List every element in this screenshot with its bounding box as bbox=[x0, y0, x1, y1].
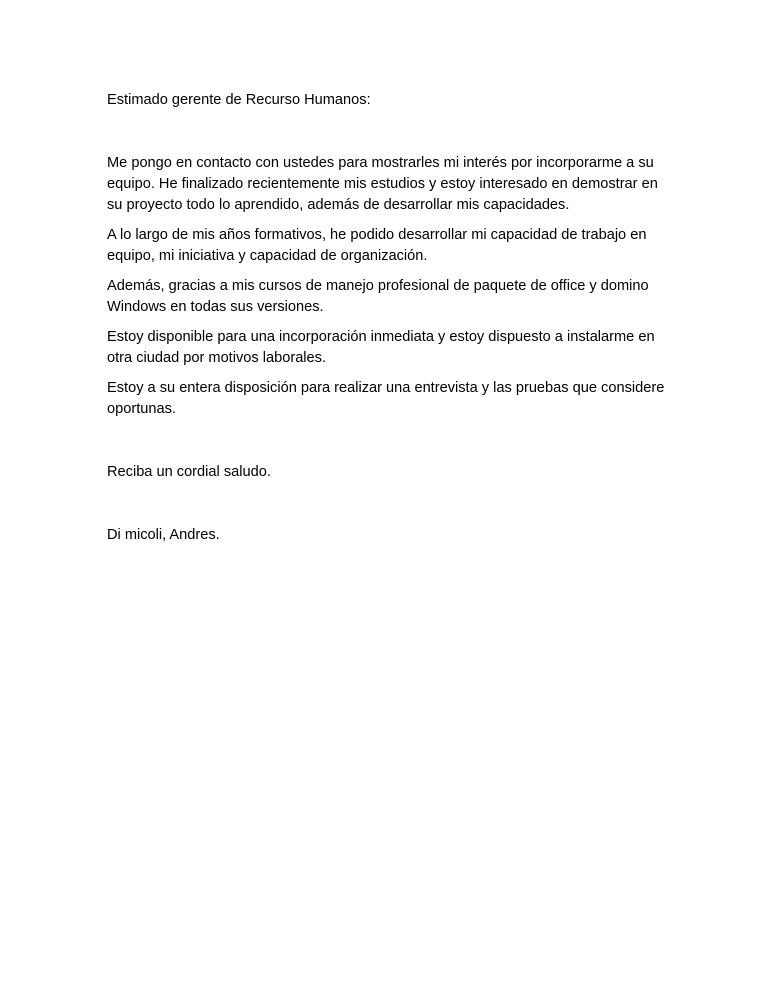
letter-signature: Di micoli, Andres. bbox=[107, 527, 220, 543]
paragraph-interview: Estoy a su entera disposición para realizar una entrevista y las pruebas que considere oportunas. bbox=[107, 380, 665, 417]
paragraph-availability: Estoy disponible para una incorporación inmediata y estoy dispuesto a instalarme en otra ciudad por motivos laborales. bbox=[107, 329, 655, 366]
paragraph-interest: Me pongo en contacto con ustedes para mostrarles mi interés por incorporarme a su equipo. He finalizado recientemente mis estudios y estoy interesado en demostrar en su proyecto todo lo aprendido, además de desarrollar mis capacidades. bbox=[107, 155, 658, 213]
letter-closing: Reciba un cordial saludo. bbox=[107, 464, 271, 480]
letter-salutation: Estimado gerente de Recurso Humanos: bbox=[107, 92, 371, 108]
paragraph-skills: A lo largo de mis años formativos, he podido desarrollar mi capacidad de trabajo en equipo, mi iniciativa y capacidad de organización. bbox=[107, 227, 647, 264]
cover-letter bbox=[107, 90, 667, 546]
paragraph-courses: Además, gracias a mis cursos de manejo profesional de paquete de office y domino Windows en todas sus versiones. bbox=[107, 278, 649, 315]
